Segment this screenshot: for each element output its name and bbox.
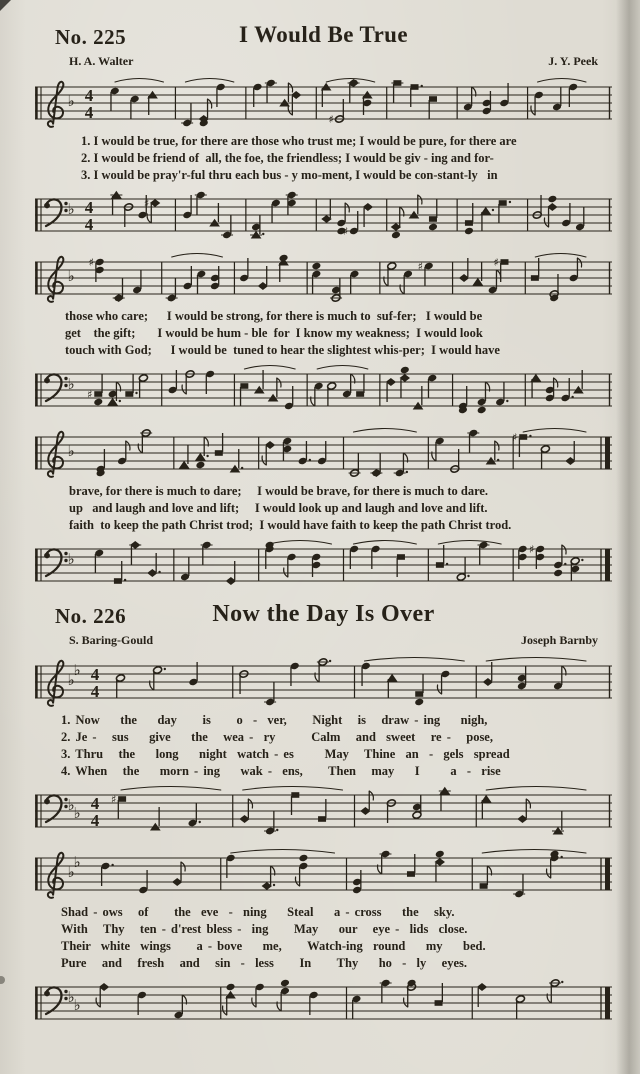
svg-text:♭: ♭ xyxy=(67,200,75,218)
song-byline xyxy=(35,633,612,648)
lyric-line: brave, for there is much to dare; I would be brave, for there is much to dare. xyxy=(69,484,489,498)
scan-corner-mark xyxy=(0,0,11,11)
svg-text:♯: ♯ xyxy=(512,431,518,444)
svg-text:♯: ♯ xyxy=(328,113,334,126)
svg-text:♯: ♯ xyxy=(88,256,94,269)
lyrics-block xyxy=(35,709,612,784)
composer-name: Joseph Barnby xyxy=(520,633,598,647)
scan-smudge xyxy=(0,976,5,984)
lyric-line: faith to keep the path Christ trod; I would have faith to keep the path Christ trod. xyxy=(69,518,512,532)
lyric-line: 2. Je - sus give the wea - ry Calm and sweet re - pose, xyxy=(61,730,493,744)
svg-text:4: 4 xyxy=(84,215,94,234)
svg-text:♭: ♭ xyxy=(73,853,81,871)
composer-name: J. Y. Peek xyxy=(548,54,598,68)
svg-text:4: 4 xyxy=(84,86,94,105)
svg-text:4: 4 xyxy=(84,198,94,217)
svg-text:♭: ♭ xyxy=(67,267,75,285)
lyric-line: Pure and fresh and sin - less In Thy ho - ly eyes. xyxy=(61,956,467,970)
bass-staff xyxy=(35,784,612,838)
music-system xyxy=(35,847,612,1030)
svg-text:♭: ♭ xyxy=(73,661,81,679)
bass-staff xyxy=(35,363,612,417)
svg-text:♭: ♭ xyxy=(73,804,81,822)
lyric-line: 3. I would be pray'r-ful thru each bus - y mo-ment, I would be con-stant-ly in xyxy=(81,168,498,182)
svg-text:♯: ♯ xyxy=(143,197,150,210)
svg-text:4: 4 xyxy=(90,811,100,830)
lyric-line: touch with God; I would be tuned to hear the slightest whis-per; I would have xyxy=(65,343,500,357)
treble-staff xyxy=(35,426,612,480)
lyric-line: 4. When the morn - ing wak - ens, Then may I a - rise xyxy=(61,764,501,778)
music-systems xyxy=(35,76,612,592)
lyric-line: Their white wings a - bove me, Watch-ing round my bed. xyxy=(61,939,486,953)
svg-text:♯: ♯ xyxy=(528,543,535,556)
lyric-line: With Thy ten - d'rest bless - ing May our eye - lids close. xyxy=(61,922,468,936)
lyrics-block xyxy=(35,305,612,363)
lyrics-block xyxy=(35,480,612,538)
svg-text:♯: ♯ xyxy=(493,256,499,269)
bass-staff xyxy=(35,188,612,242)
song-header xyxy=(35,601,612,633)
lyric-line: up and laugh and love and lift; I would look up and laugh and love and lift. xyxy=(69,501,488,515)
lyric-line: those who care; I would be strong, for there is much to suf-fer; I would be xyxy=(65,309,483,323)
svg-text:4: 4 xyxy=(84,103,94,122)
lyric-line: 1. Now the day is o - ver, Night is draw - ing nigh, xyxy=(61,713,488,727)
lyric-line: 3. Thru the long night watch - es May Thine an - gels spread xyxy=(61,747,510,761)
lyric-line: 1. I would be true, for there are those who trust me; I would be pure, for there are xyxy=(81,134,517,148)
svg-text:♭: ♭ xyxy=(67,671,75,689)
treble-staff xyxy=(35,847,612,901)
bass-staff xyxy=(35,976,612,1030)
treble-staff xyxy=(35,76,612,130)
music-system xyxy=(35,655,612,838)
svg-text:♭: ♭ xyxy=(67,550,75,568)
svg-text:♭: ♭ xyxy=(67,796,75,814)
page-content xyxy=(35,22,612,1039)
lyrics-block xyxy=(35,130,612,188)
svg-text:♭: ♭ xyxy=(67,863,75,881)
svg-text:4: 4 xyxy=(90,665,100,684)
lyricist-name: H. A. Walter xyxy=(69,54,134,68)
svg-text:♯: ♯ xyxy=(87,388,93,401)
svg-text:4: 4 xyxy=(90,794,100,813)
svg-text:♭: ♭ xyxy=(67,92,75,110)
lyric-line: get the gift; I would be hum - ble for I know my weakness; I would look xyxy=(65,326,483,340)
treble-staff xyxy=(35,251,612,305)
svg-text:♯: ♯ xyxy=(417,260,423,273)
page-edge-shadow xyxy=(616,0,640,1074)
song-title: Now the Day Is Over xyxy=(212,601,435,627)
lyrics-block xyxy=(35,901,612,976)
music-system xyxy=(35,251,612,417)
bass-staff xyxy=(35,538,612,592)
lyric-line: 2. I would be friend of all, the foe, the friendless; I would be giv - ing and for- xyxy=(81,151,494,165)
svg-text:♯: ♯ xyxy=(342,225,349,238)
svg-text:♯: ♯ xyxy=(110,793,117,806)
song-byline xyxy=(35,54,612,69)
lyric-line: Shad - ows of the eve - ning Steal a - cross the sky. xyxy=(61,905,455,919)
svg-text:♭: ♭ xyxy=(67,988,75,1006)
lyricist-name: S. Baring-Gould xyxy=(69,633,154,647)
svg-text:♭: ♭ xyxy=(67,442,75,460)
song-number: No. 225 xyxy=(55,25,127,49)
music-system xyxy=(35,76,612,242)
song-section-225 xyxy=(35,22,612,592)
song-header xyxy=(35,22,612,54)
music-systems xyxy=(35,655,612,1030)
song-title: I Would Be True xyxy=(239,22,408,47)
svg-text:♭: ♭ xyxy=(67,375,75,393)
treble-staff xyxy=(35,655,612,709)
svg-text:♭: ♭ xyxy=(73,996,81,1014)
song-section-226 xyxy=(35,601,612,1030)
music-system xyxy=(35,426,612,592)
svg-text:4: 4 xyxy=(90,682,100,701)
song-number: No. 226 xyxy=(55,604,127,628)
